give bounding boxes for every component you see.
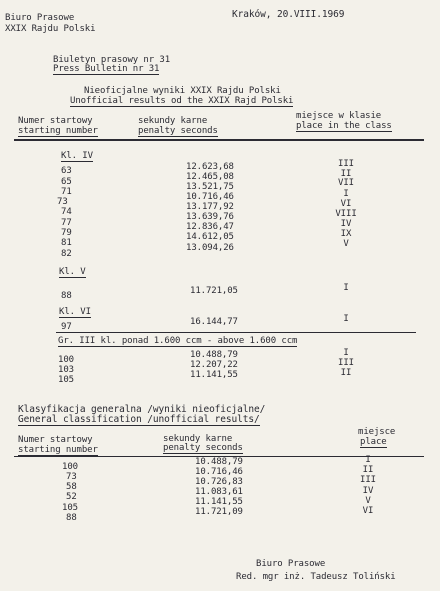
- table-cell-place: VI: [362, 506, 374, 516]
- col-number-en: starting number: [18, 126, 98, 136]
- table-cell-place: V: [365, 496, 371, 506]
- table-cell-number: 88: [66, 513, 77, 523]
- class-label: Kl. VI: [59, 307, 91, 317]
- col-place-pl: miejsce w klasie: [296, 111, 382, 121]
- general-col-number-en: starting number: [18, 445, 98, 455]
- group-label: Gr. III kl. ponad 1.600 ccm - above 1.600 ccm: [58, 336, 298, 346]
- table-cell-seconds: 13.521,75: [186, 182, 234, 192]
- table-cell-number: 65: [61, 177, 72, 187]
- footer-office: Biuro Prasowe: [256, 559, 326, 569]
- header-divider: [14, 139, 424, 141]
- table-cell-number: 74: [61, 207, 72, 217]
- table-cell-place: I: [365, 455, 371, 465]
- table-cell-place: II: [362, 465, 374, 475]
- table-cell-number: 71: [61, 187, 72, 197]
- table-cell-place: VII: [338, 178, 354, 188]
- general-col-place-pl: miejsce: [358, 427, 396, 437]
- table-cell-place: I: [343, 314, 349, 324]
- class-label: Kl. IV: [61, 151, 93, 161]
- divider: [56, 332, 416, 333]
- col-number-pl: Numer startowy: [18, 116, 93, 126]
- org-name: Biuro Prasowe: [5, 13, 75, 23]
- table-cell-place: I: [343, 348, 349, 358]
- table-cell-place: III: [360, 475, 376, 485]
- table-cell-number: 97: [61, 322, 72, 332]
- table-cell-place: VI: [340, 199, 352, 209]
- table-cell-number: 73: [57, 197, 68, 207]
- table-cell-seconds: 10.488,79: [190, 350, 238, 360]
- general-col-number-pl: Numer startowy: [18, 435, 93, 445]
- table-cell-place: I: [343, 283, 349, 293]
- table-cell-place: VIII: [335, 209, 357, 219]
- table-cell-seconds: 10.716,46: [186, 192, 234, 202]
- table-cell-place: I: [343, 189, 349, 199]
- table-cell-seconds: 11.083,61: [195, 487, 243, 497]
- table-cell-number: 52: [66, 492, 77, 502]
- table-cell-number: 100: [62, 462, 78, 472]
- col-place-en: place in the class: [296, 121, 392, 131]
- title-en: Unofficial results od the XXIX Rajd Polski: [70, 96, 294, 106]
- place-date: Kraków, 20.VIII.1969: [232, 9, 345, 20]
- table-cell-number: 77: [61, 218, 72, 228]
- table-cell-seconds: 14.612,05: [186, 232, 234, 242]
- table-cell-place: IV: [362, 486, 374, 496]
- table-cell-seconds: 10.488,79: [195, 457, 243, 467]
- table-cell-number: 105: [58, 375, 74, 385]
- general-col-seconds-pl: sekundy karne: [163, 434, 233, 444]
- table-cell-seconds: 11.141,55: [190, 370, 238, 380]
- footer-editor: Red. mgr inż. Tadeusz Toliński: [236, 572, 396, 582]
- table-cell-seconds: 10.726,83: [195, 477, 243, 487]
- table-cell-seconds: 13.177,92: [186, 202, 234, 212]
- table-cell-place: II: [340, 169, 352, 179]
- title-pl: Nieoficjalne wyniki XXIX Rajdu Polski: [84, 86, 281, 96]
- table-cell-seconds: 11.721,09: [195, 507, 243, 517]
- bulletin-en: Press Bulletin nr 31: [53, 64, 160, 74]
- table-cell-place: IX: [340, 229, 352, 239]
- general-title-en: General classification /unofficial results/: [18, 414, 260, 425]
- table-cell-number: 58: [66, 482, 77, 492]
- table-cell-number: 105: [62, 503, 78, 513]
- table-cell-number: 63: [61, 166, 72, 176]
- general-col-place-en: place: [360, 437, 387, 447]
- table-cell-number: 82: [61, 249, 72, 259]
- bulletin-pl: Biuletyn prasowy nr 31: [53, 55, 171, 65]
- table-cell-seconds: 13.639,76: [186, 212, 234, 222]
- table-cell-seconds: 10.716,46: [195, 467, 243, 477]
- table-cell-seconds: 13.094,26: [186, 243, 234, 253]
- general-col-seconds-en: penalty seconds: [163, 443, 243, 453]
- org-rally: XXIX Rajdu Polski: [5, 24, 96, 34]
- table-cell-seconds: 12.207,22: [190, 360, 238, 370]
- table-cell-place: IV: [340, 219, 352, 229]
- table-cell-number: 100: [58, 355, 74, 365]
- table-cell-place: V: [343, 239, 349, 249]
- table-cell-number: 81: [61, 238, 72, 248]
- table-cell-place: III: [338, 358, 354, 368]
- table-cell-number: 79: [61, 228, 72, 238]
- table-cell-seconds: 16.144,77: [190, 317, 238, 327]
- table-cell-seconds: 12.623,68: [186, 162, 234, 172]
- table-cell-number: 88: [61, 291, 72, 301]
- table-cell-seconds: 12.836,47: [186, 222, 234, 232]
- table-cell-place: III: [338, 159, 354, 169]
- table-cell-seconds: 12.465,08: [186, 172, 234, 182]
- table-cell-number: 73: [66, 472, 77, 482]
- col-seconds-en: penalty seconds: [138, 126, 218, 136]
- class-label: Kl. V: [59, 267, 86, 277]
- table-cell-place: II: [340, 368, 352, 378]
- general-title-pl: Klasyfikacja generalna /wyniki nieoficjalne/: [18, 404, 266, 415]
- table-cell-seconds: 11.141,55: [195, 497, 243, 507]
- table-cell-number: 103: [58, 365, 74, 375]
- table-cell-seconds: 11.721,05: [190, 286, 238, 296]
- col-seconds-pl: sekundy karne: [138, 116, 208, 126]
